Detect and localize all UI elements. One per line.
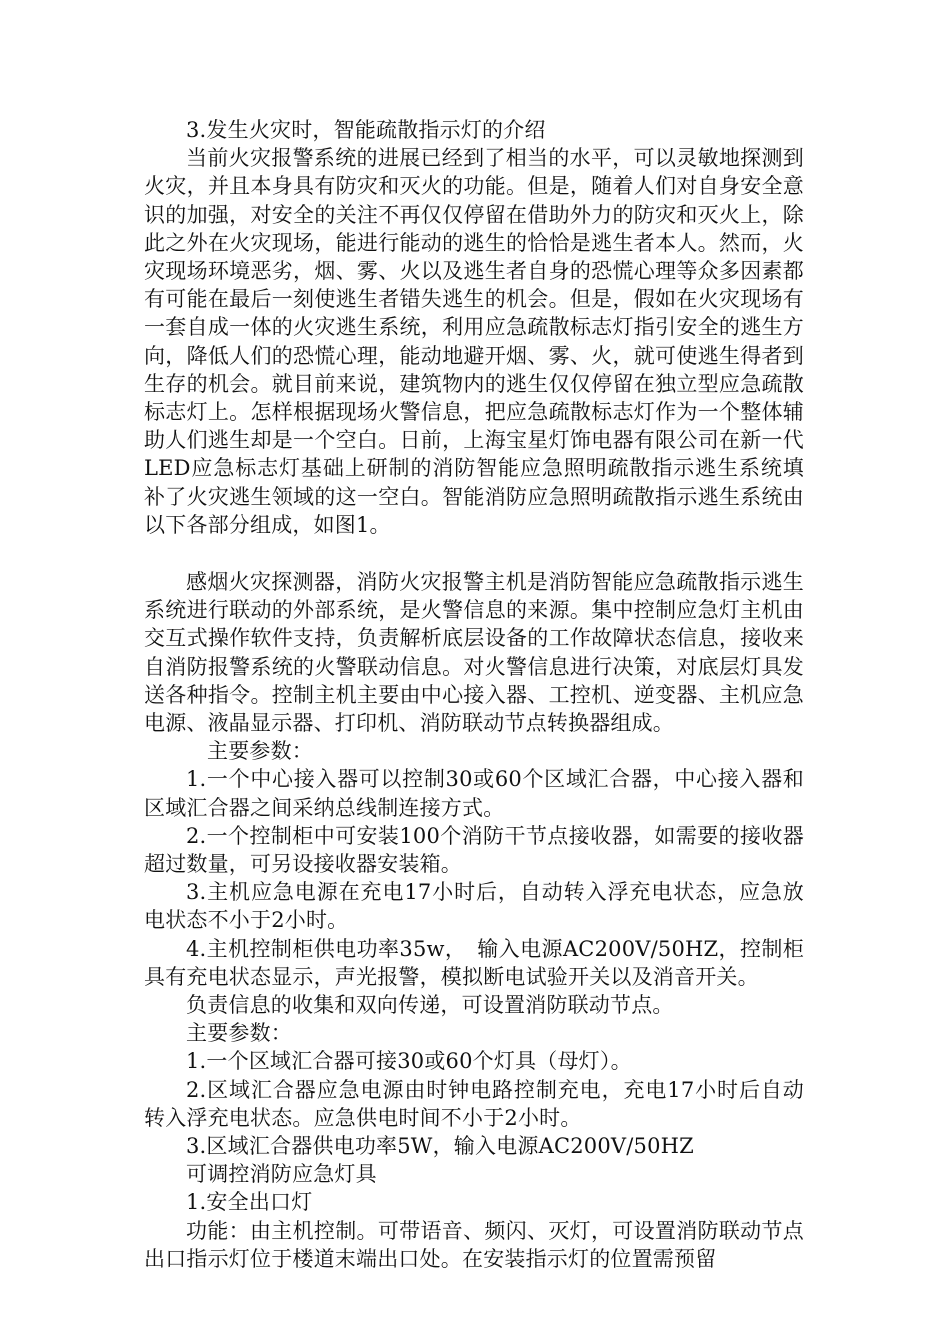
subsection-heading: 可调控消防应急灯具 [186, 1162, 377, 1187]
section-system-components [144, 568, 804, 1273]
section-heading: 3.发生火灾时，智能疏散指示灯的介绍 [186, 118, 546, 142]
body-paragraph: 当前火灾报警系统的进展已经到了相当的水平，可以灵敏地探测到火灾，并且本身具有防灾和灭火的功能。但是，随着人们对自身安全意识的加强，对安全的关注不再仅仅停留在借助外力的防灾和灭火上，除此之外在火灾现场，能进行能动的逃生的恰恰是逃生者本人。然而，火灾现场环境恶劣，烟、雾、火以及逃生者自身的恐慌心理等众多因素都有可能在最后一刻使逃生者错失逃生的机会。但是，假如在火灾现场有一套自成一体的火灾逃生系统，利用应急疏散标志灯指引安全的逃生方向，降低人们的恐慌心理，能动地避开烟、雾、火，就可使逃生得者到生存的机会。就目前来说，建筑物内的逃生仅仅停留在独立型应急疏散标志灯上。怎样根据现场火警信息，把应急疏散标志灯作为一个整体辅助人们逃生却是一个空白。日前，上海宝星灯饰电器有限公司在新一代LED应急标志灯基础上研制的消防智能应急照明疏散指示逃生系统填补了火灾逃生领域的这一空白。智能消防应急照明疏散指示逃生系统由以下各部分组成，如图1。 [144, 146, 804, 537]
list-item: 4.主机控制柜供电功率35w， 输入电源AC200V/50HZ，控制柜具有充电状态显示，声光报警，模拟断电试验开关以及消音开关。 [144, 936, 804, 989]
body-paragraph: 感烟火灾探测器，消防火灾报警主机是消防智能应急疏散指示逃生系统进行联动的外部系统，是火警信息的来源。集中控制应急灯主机由交互式操作软件支持，负责解析底层设备的工作故障状态信息，接收来自消防报警系统的火警联动信息。对火警信息进行决策，对底层灯具发送各种指令。控制主机主要由中心接入器、工控机、逆变器、主机应急电源、液晶显示器、打印机、消防联动节点转换器组成。 [144, 570, 804, 736]
list-item: 3.区域汇合器供电功率5W，输入电源AC200V/50HZ [186, 1134, 694, 1159]
list-item: 2.区域汇合器应急电源由时钟电路控制充电，充电17小时后自动转入浮充电状态。应急供电时间不小于2小时。 [144, 1077, 804, 1130]
params-heading: 主要参数： [207, 739, 313, 764]
subsection-heading: 1.安全出口灯 [186, 1190, 313, 1215]
params-heading: 主要参数： [186, 1021, 292, 1046]
list-item: 1.一个区域汇合器可接30或60个灯具（母灯）。 [186, 1049, 632, 1074]
list-item: 2.一个控制柜中可安装100个消防干节点接收器，如需要的接收器超过数量，可另设接收器安装箱。 [144, 823, 804, 877]
list-item: 1.一个中心接入器可以控制30或60个区域汇合器，中心接入器和区域汇合器之间采纳总线制连接方式。 [144, 767, 804, 820]
list-item: 3.主机应急电源在充电17小时后，自动转入浮充电状态，应急放电状态不小于2小时。 [144, 880, 804, 933]
body-paragraph: 负责信息的收集和双向传递，可设置消防联动节点。 [186, 993, 674, 1018]
body-paragraph: 功能：由主机控制。可带语音、频闪、灭灯，可设置消防联动节点出口指示灯位于楼道末端出口处。在安装指示灯的位置需预留 [144, 1218, 804, 1271]
section-fire-intro [144, 116, 804, 539]
